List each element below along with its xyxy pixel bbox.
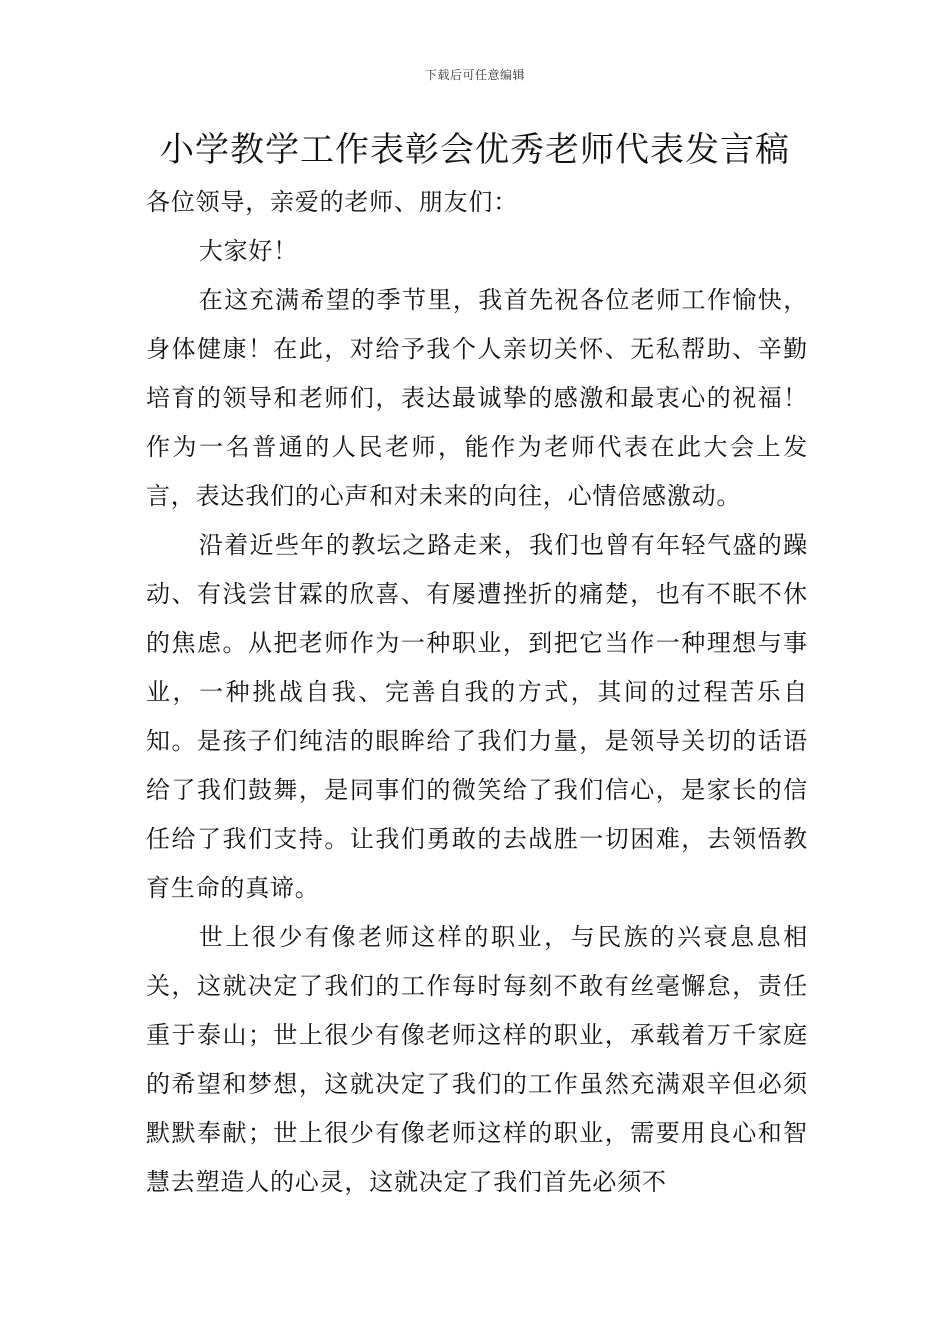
salutation: 各位领导，亲爱的老师、朋友们： <box>146 188 518 216</box>
paragraph-greeting: 大家好！ <box>198 237 298 265</box>
document-title: 小学教学工作表彰会优秀老师代表发言稿 <box>160 130 790 170</box>
document-body <box>146 178 808 1207</box>
paragraph-2: 沿着近些年的教坛之路走来，我们也曾有年轻气盛的躁动、有浅尝甘霖的欣喜、有屡遭挫折的痛楚，也有不眠不休的焦虑。从把老师作为一种职业，到把它当作一种理想与事业，一种挑战自我、完善自我的方式，其间的过程苦乐自知。是孩子们纯洁的眼眸给了我们力量，是领导关切的话语给了我们鼓舞，是同事们的微笑给了我们信心，是家长的信任给了我们支持。让我们勇敢的去战胜一切困难，去领悟教育生命的真谛。 <box>146 531 808 902</box>
paragraph-3: 世上很少有像老师这样的职业，与民族的兴衰息息相关，这就决定了我们的工作每时每刻不敢有丝毫懈怠，责任重于泰山；世上很少有像老师这样的职业，承载着万千家庭的希望和梦想，这就决定了我们的工作虽然充满艰辛但必须默默奉献；世上很少有像老师这样的职业，需要用良心和智慧去塑造人的心灵，这就决定了我们首先必须不 <box>146 923 808 1196</box>
header-note: 下载后可任意编辑 <box>424 68 525 82</box>
paragraph-1: 在这充满希望的季节里，我首先祝各位老师工作愉快，身体健康！在此，对给予我个人亲切关怀、无私帮助、辛勤培育的领导和老师们，表达最诚挚的感激和最衷心的祝福！作为一名普通的人民老师，能作为老师代表在此大会上发言，表达我们的心声和对未来的向往，心情倍感激动。 <box>146 286 808 510</box>
